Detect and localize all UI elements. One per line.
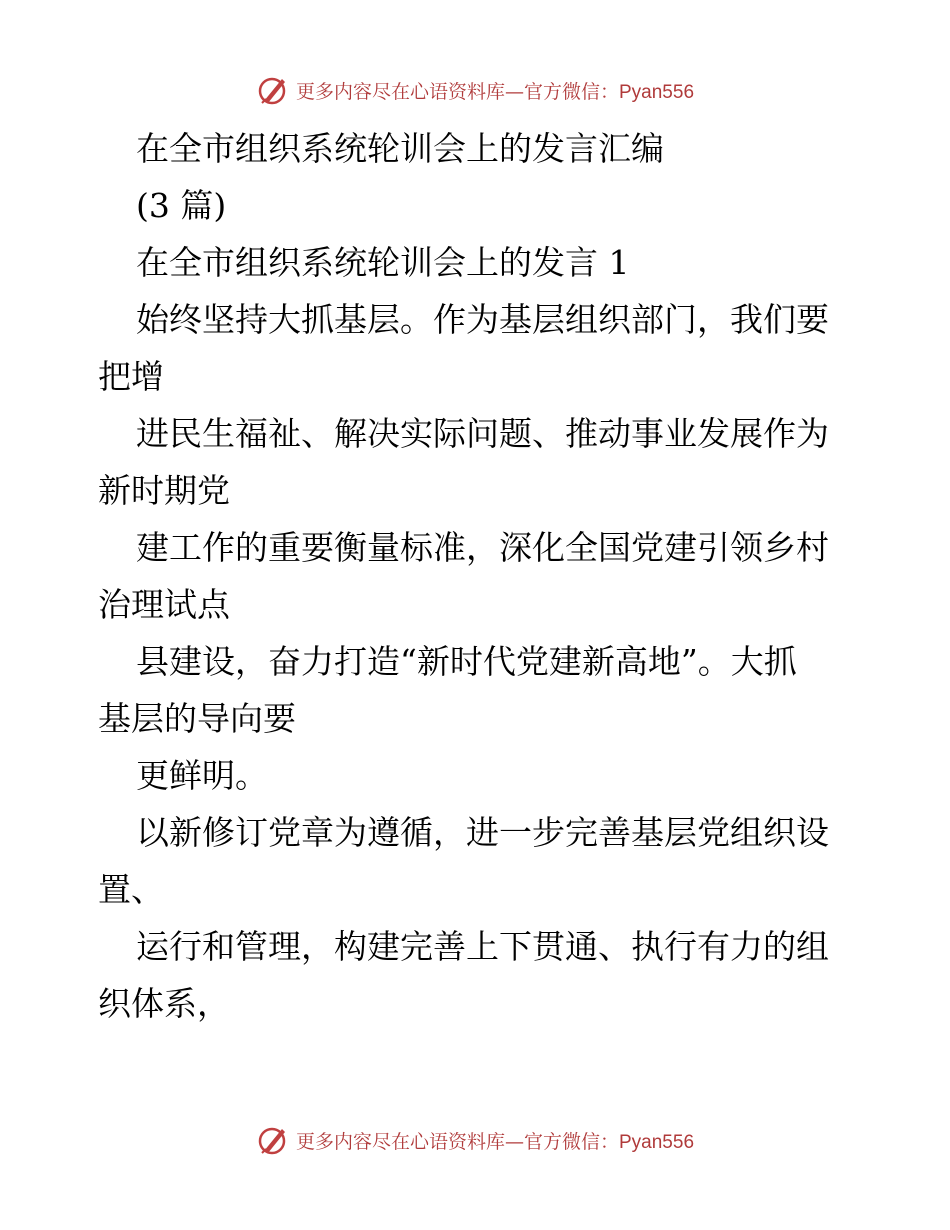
quill-pen-logo-icon	[256, 1123, 290, 1157]
section-heading: 在全市组织系统轮训会上的发言 1	[136, 243, 630, 282]
paragraph-line: 织体系，	[98, 984, 230, 1023]
watermark-text	[296, 1127, 694, 1154]
paragraph-line: 以新修订党章为遵循，进一步完善基层党组织设	[136, 813, 829, 852]
paragraph-line: 基层的导向要	[98, 699, 296, 738]
watermark-wechat-id: Pyan556	[619, 1131, 695, 1153]
paragraph-line: 县建设，奋力打造“新时代党建新高地”。大抓	[136, 642, 797, 681]
paragraph-line: 新时期党	[98, 471, 230, 510]
paragraph-line: 更鲜明。	[136, 756, 268, 795]
paragraph-line: 建工作的重要衡量标准，深化全国党建引领乡村	[136, 528, 829, 567]
paragraph-line: 进民生福祉、解决实际问题、推动事业发展作为	[136, 414, 829, 453]
watermark-label: 更多内容尽在心语资料库—官方微信：	[295, 1130, 619, 1153]
quill-pen-logo-icon	[256, 73, 290, 107]
document-subtitle: (3 篇)	[136, 186, 227, 225]
paragraph-line: 置、	[98, 870, 164, 909]
document-title: 在全市组织系统轮训会上的发言汇编	[136, 129, 664, 168]
watermark-wechat-id: Pyan556	[619, 81, 695, 103]
paragraph-line: 治理试点	[98, 585, 230, 624]
watermark-text	[296, 77, 694, 104]
document-body	[98, 120, 858, 1032]
paragraph-line: 始终坚持大抓基层。作为基层组织部门，我们要	[136, 300, 829, 339]
watermark-label: 更多内容尽在心语资料库—官方微信：	[295, 80, 619, 103]
watermark-footer	[0, 1120, 950, 1160]
paragraph-line: 把增	[98, 357, 164, 396]
paragraph-line: 运行和管理，构建完善上下贯通、执行有力的组	[136, 927, 829, 966]
watermark-header	[0, 70, 950, 110]
